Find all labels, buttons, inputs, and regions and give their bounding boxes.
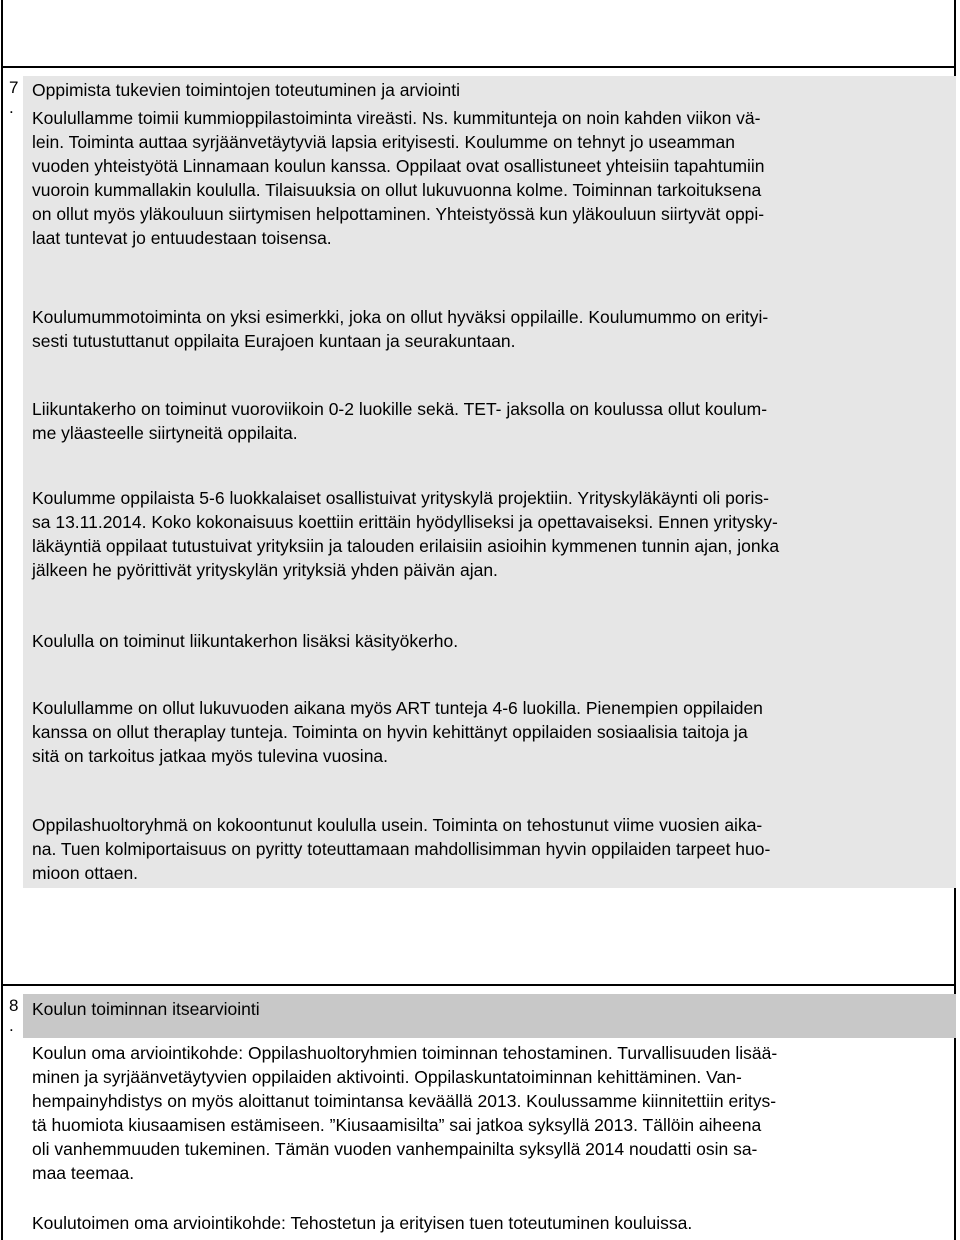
- text-line: on ollut myös yläkouluun siirtymisen helpottaminen. Yhteistyössä kun yläkouluun siirtyvät oppi-: [32, 204, 765, 224]
- text-line: sa 13.11.2014. Koko kokonaisuus koettiin erittäin hyödylliseksi ja opettavaiseksi. Ennen yritysky-: [32, 512, 778, 532]
- section-8-paragraph-2: [32, 1211, 692, 1235]
- text-line: Koulun oma arviointikohde: Oppilashuoltoryhmien toiminnan tehostaminen. Turvallisuuden lisää-: [32, 1043, 778, 1063]
- section-7-paragraph-2: [32, 305, 768, 353]
- text-line: minen ja syrjäänvetäytyvien oppilaiden aktivointi. Oppilaskuntatoiminnan kehittäminen. Van-: [32, 1067, 742, 1087]
- text-line: maa teemaa.: [32, 1163, 135, 1183]
- section-8: [1, 986, 956, 1240]
- section-7-paragraph-6: [32, 696, 763, 768]
- text-line: Koululla on toiminut liikuntakerhon lisäksi käsityökerho.: [32, 631, 459, 651]
- section-7-number: 7 .: [9, 78, 19, 117]
- text-line: Koulumme oppilaista 5-6 luokkalaiset osallistuivat yrityskylä projektiin. Yrityskyläkäynti oli poris-: [32, 488, 769, 508]
- section-7-paragraph-7: [32, 813, 770, 885]
- text-line: hempainyhdistys on myös aloittanut toimintansa keväällä 2013. Koulussamme kiinnitettiin eritys-: [32, 1091, 777, 1111]
- text-line: Koulumummotoiminta on yksi esimerkki, joka on ollut hyväksi oppilaille. Koulumummo on erityi-: [32, 307, 769, 327]
- text-line: Koulullamme toimii kummioppilastoiminta vireästi. Ns. kummitunteja on noin kahden viikon vä-: [32, 108, 761, 128]
- text-line: vuoroin kummallakin koululla. Tilaisuuksia on ollut lukuvuonna kolme. Toiminnan tarkoituksena: [32, 180, 762, 200]
- text-line: tä huomiota kiusaamisen estämiseen. ”Kiusaamisilta” sai jatkoa syksyllä 2013. Tällöin aiheena: [32, 1115, 762, 1135]
- section-7-title: Oppimista tukevien toimintojen toteutuminen ja arviointi: [32, 80, 460, 100]
- text-line: oli vanhemmuuden tukeminen. Tämän vuoden vanhempainilta syksyllä 2014 noudatti osin sa-: [32, 1139, 758, 1159]
- text-line: Koulutoimen oma arviointikohde: Tehostetun ja erityisen tuen toteutuminen kouluissa.: [32, 1213, 693, 1233]
- section-7-paragraph-3: [32, 397, 767, 445]
- text-line: jälkeen he pyörittivät yrityskylän yrityksiä yhden päivän ajan.: [32, 560, 498, 580]
- previous-section-frame: [1, 0, 956, 68]
- text-line: läkäyntiä oppilaat tutustuivat yrityksiin ja talouden erilaisiin asioihin kymmenen tunnin ajan, jonka: [32, 536, 780, 556]
- text-line: vuoden yhteistyötä Linnamaan koulun kanssa. Oppilaat ovat osallistuneet yhteisiin tapahtumiin: [32, 156, 765, 176]
- section-7-paragraph-1: [32, 106, 765, 250]
- text-line: lein. Toiminta auttaa syrjäänvetäytyviä lapsia erityisesti. Koulumme on tehnyt jo useamman: [32, 132, 735, 152]
- text-line: kanssa on ollut theraplay tunteja. Toiminta on hyvin kehittänyt oppilaiden sosiaalisia taitoja ja: [32, 722, 748, 742]
- section-7-paragraph-4: [32, 486, 779, 582]
- text-line: na. Tuen kolmiportaisuus on pyritty toteuttamaan mahdollisimman hyvin oppilaiden tarpeet huo-: [32, 839, 771, 859]
- text-line: sesti tutustuttanut oppilaita Eurajoen kuntaan ja seurakuntaan.: [32, 331, 516, 351]
- text-line: Koulullamme on ollut lukuvuoden aikana myös ART tunteja 4-6 luokilla. Pienempien oppilaiden: [32, 698, 763, 718]
- section-8-paragraph-1: [32, 1041, 777, 1185]
- section-8-number: 8 .: [9, 996, 19, 1035]
- text-line: Oppilashuoltoryhmä on kokoontunut koululla usein. Toiminta on tehostunut viime vuosien aika-: [32, 815, 763, 835]
- text-line: me yläasteelle siirtyneitä oppilaita.: [32, 423, 298, 443]
- section-8-title: Koulun toiminnan itsearviointi: [32, 999, 260, 1019]
- section-7-paragraph-5: [32, 629, 458, 653]
- section-7: [1, 68, 956, 986]
- text-line: mioon ottaen.: [32, 863, 139, 883]
- text-line: sitä on tarkoitus jatkaa myös tulevina vuosina.: [32, 746, 389, 766]
- text-line: Liikuntakerho on toiminut vuoroviikoin 0-2 luokille sekä. TET- jaksolla on koulussa ollut koulum-: [32, 399, 768, 419]
- text-line: laat tuntevat jo entuudestaan toisensa.: [32, 228, 332, 248]
